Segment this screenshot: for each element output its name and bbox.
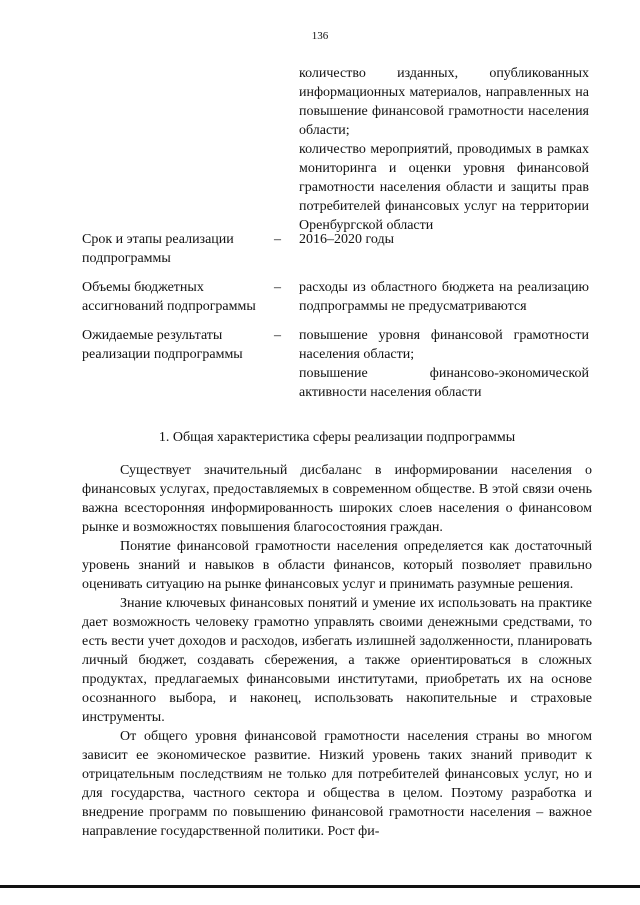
- body-text: [82, 461, 592, 841]
- row-value-line: повышение финансово-экономической активности населения области: [299, 366, 589, 400]
- page-number: 136: [311, 30, 329, 42]
- row-dash: –: [274, 280, 281, 295]
- row-value: расходы из областного бюджета на реализацию подпрограммы не предусматриваются: [299, 280, 589, 314]
- paragraph: От общего уровня финансовой грамотности населения страны во многом зависит ее экономическое развитие. Низкий уровень таких знаний приводит к отрицательным последствиям не только для потребителей финансовых услуг, но и для государства, частного сектора и общества в целом. Поэтому разработка и внедрение программ по повышению финансовой грамотности населения – важное направление государственной политики. Рост фи-: [82, 729, 592, 839]
- row-label: Объемы бюджетных ассигнований подпрограммы: [82, 280, 256, 314]
- continuation-text: количество изданных, опубликованных информационных материалов, направленных на повышение финансовой грамотности населения области;: [299, 66, 589, 138]
- paragraph: Знание ключевых финансовых понятий и умение их использовать на практике дает возможность человеку грамотно управлять своими денежными средствами, то есть вести учет доходов и расходов, избегать излишней задолженности, планировать личный бюджет, создавать сбережения, а также ориентироваться в сложных продуктах, предлагаемых финансовыми институтами, приобретать их на основе осознанного выбора, и наконец, использовать накопительные и страховые инструменты.: [82, 596, 592, 725]
- row-label: Срок и этапы реализации подпрограммы: [82, 232, 234, 266]
- paragraph: Понятие финансовой грамотности населения определяется как достаточный уровень знаний и навыков в области финансов, который позволяет правильно оценивать ситуацию на рынке финансовых услуг и принимать разумные решения.: [82, 539, 592, 592]
- row-label: Ожидаемые результаты реализации подпрограммы: [82, 328, 243, 362]
- row-value: 2016–2020 годы: [299, 232, 395, 247]
- paragraph: Существует значительный дисбаланс в информировании населения о финансовых услугах, предоставляемых в современном обществе. В этой связи очень важна всесторонняя информированность широких слоев населения о финансовом рынке и возможностях повышения благосостояния граждан.: [82, 463, 592, 535]
- row-value-line: повышение уровня финансовой грамотности населения области;: [299, 328, 589, 362]
- continuation-text: количество мероприятий, проводимых в рамках мониторинга и оценки уровня финансовой грамотности населения области и защиты прав потребителей финансовых услуг на территории Оренбургской области: [299, 142, 589, 233]
- passport-continuation: [299, 64, 589, 235]
- bottom-border: [0, 885, 640, 888]
- row-dash: –: [274, 232, 281, 247]
- section-heading: 1. Общая характеристика сферы реализации подпрограммы: [158, 430, 516, 445]
- row-dash: –: [274, 328, 281, 343]
- row-value: [299, 326, 589, 402]
